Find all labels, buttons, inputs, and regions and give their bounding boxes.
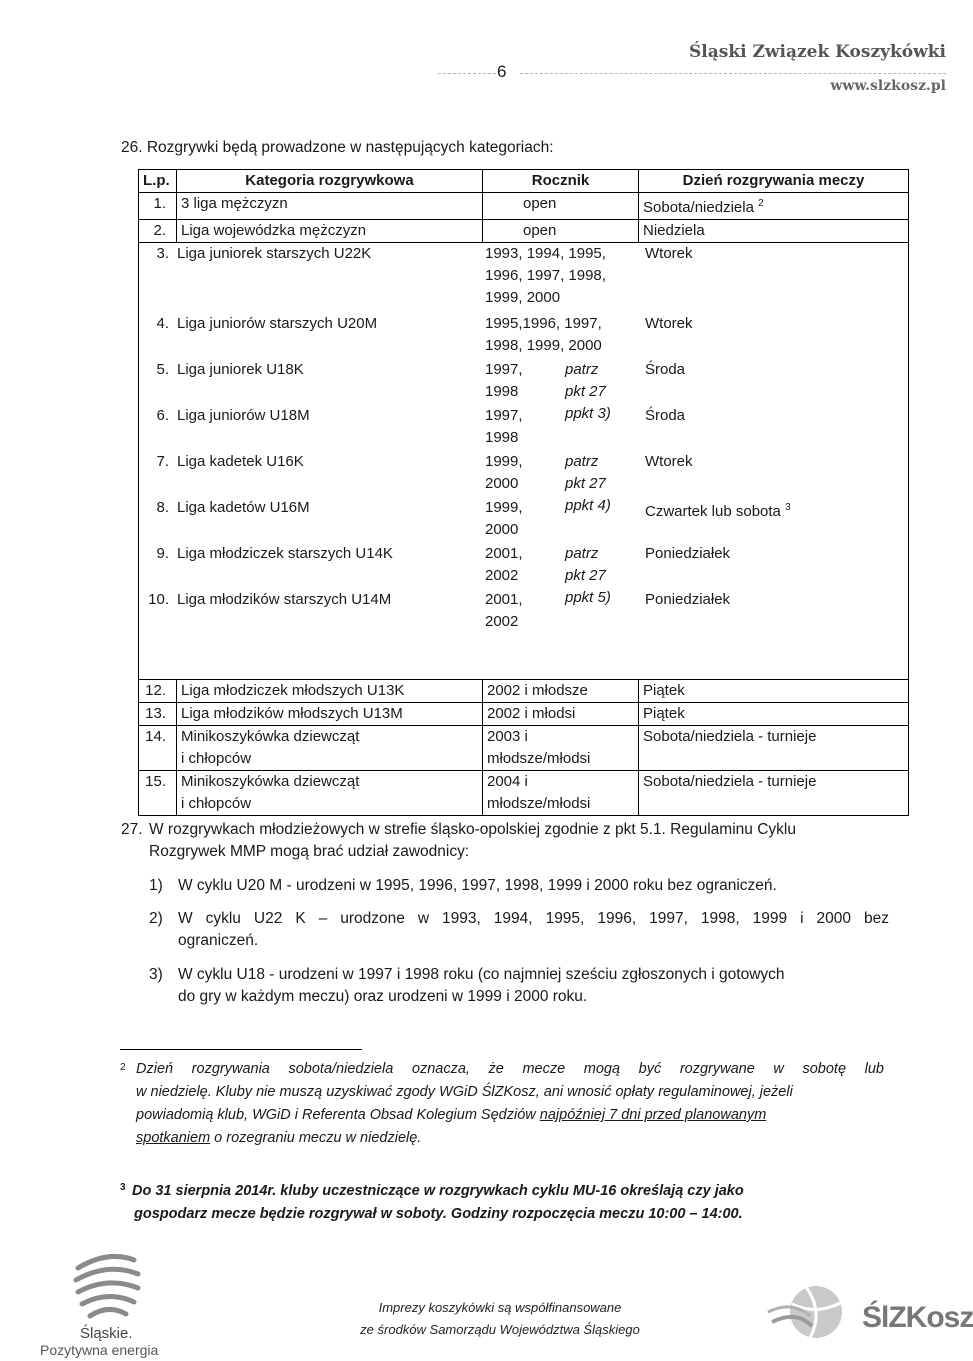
slaskie-logo-text: [40, 1325, 158, 1359]
row-category: Liga juniorów U18M: [177, 407, 310, 424]
row-category: 3 liga mężczyzn: [177, 193, 483, 220]
row-rocznik: [485, 405, 523, 449]
footnote-line: [136, 1127, 884, 1150]
row-rocznik: open: [483, 220, 639, 243]
row-rocznik: [485, 543, 523, 587]
table-inner-block: [139, 243, 908, 679]
category-line: i chłopców: [181, 795, 252, 812]
footnote-ref-2: 2: [758, 198, 764, 209]
brand-title: Śląski Związek Koszykówki: [689, 42, 946, 62]
rocznik-line: 1997,: [485, 361, 523, 378]
row-rocznik: [485, 589, 523, 633]
rocznik-line: 2000: [485, 521, 519, 538]
table-row: [139, 220, 909, 243]
row-category: Liga wojewódzka mężczyzn: [177, 220, 483, 243]
row-lp: 8.: [156, 499, 169, 516]
col-header-lp: L.p.: [139, 170, 177, 193]
footnote-3-mark: 3: [120, 1182, 126, 1193]
footnote-text: o rozegraniu meczu w niedzielę.: [210, 1130, 422, 1146]
rocznik-line: 2002: [485, 613, 519, 630]
row-lp: 4.: [156, 315, 169, 332]
logo-line: Pozytywna energia: [40, 1342, 159, 1358]
row-lp: 1.: [139, 193, 177, 220]
rocznik-line: 2000: [485, 475, 519, 492]
row-lp: 12.: [139, 680, 177, 703]
footnote-separator: [120, 1049, 362, 1050]
rocznik-line: 2002: [485, 567, 519, 584]
header-rule-left: [438, 73, 496, 74]
item-number: 1): [149, 877, 163, 894]
row-category: Liga młodziczek starszych U14K: [177, 545, 393, 562]
categories-table: [138, 169, 909, 816]
row-rocznik: 2002 i młodsze: [483, 680, 639, 703]
row-day-text: Czwartek lub sobota: [645, 503, 781, 520]
footnote-text: powiadomią klub, WGiD i Referenta Obsad Kolegium Sędziów: [136, 1107, 540, 1123]
table-row: [139, 193, 909, 220]
rocznik-line: 1998, 1999, 2000: [485, 337, 602, 354]
row-day: Niedziela: [639, 220, 909, 243]
note-line: pkt 27: [565, 475, 606, 492]
row-day: Wtorek: [645, 245, 693, 262]
col-header-rocznik: Rocznik: [483, 170, 639, 193]
row-category: Liga kadetek U16K: [177, 453, 304, 470]
rocznik-line: 2001,: [485, 591, 523, 608]
section-27-intro: [121, 819, 891, 863]
header-rule-right: [520, 73, 946, 74]
row-day: Poniedziałek: [645, 545, 731, 562]
row-rocznik: [483, 726, 639, 771]
row-lp: 6.: [156, 407, 169, 424]
rocznik-line: 1993, 1994, 1995,: [485, 245, 606, 262]
row-lp: 7.: [156, 453, 169, 470]
note-line: patrz: [565, 453, 599, 470]
rocznik-line: 1996, 1997, 1998,: [485, 267, 606, 284]
note-line: pkt 27: [565, 567, 606, 584]
basketball-icon: [766, 1282, 862, 1342]
footnote-underlined: najpóźniej 7 dni przed planowanym: [539, 1107, 767, 1123]
item-line: W cyklu U22 K – urodzone w 1993, 1994, 1995, 1996, 1997, 1998, 1999 i 2000 bez: [178, 910, 889, 927]
row-category: Liga kadetów U16M: [177, 499, 310, 516]
footnote-3: [120, 1180, 884, 1226]
row-rocznik: [483, 771, 639, 816]
table-row: [139, 771, 909, 816]
category-line: Minikoszykówka dziewcząt: [181, 728, 360, 745]
note-group-2: [565, 451, 611, 517]
rocznik-line: młodsze/młodsi: [487, 750, 591, 767]
row-rocznik: [485, 313, 602, 357]
footnote-line: Dzień rozgrywania sobota/niedziela oznacza, że mecze mogą być rozgrywane w sobotę lub: [136, 1061, 884, 1077]
rocznik-line: 1999, 2000: [485, 289, 561, 306]
slzkosz-logo-text: ŚlZKosz: [862, 1301, 973, 1334]
table-row: [139, 726, 909, 771]
row-lp: 10.: [148, 591, 169, 608]
row-category: Liga juniorów starszych U20M: [177, 315, 378, 332]
footnote-underlined: spotkaniem: [136, 1130, 211, 1146]
item-line: ograniczeń.: [178, 932, 259, 949]
slaskie-logo-icon: [68, 1248, 148, 1326]
section-27-intro-text: [149, 819, 796, 863]
rocznik-line: 2003 i: [487, 728, 528, 745]
section-27-item-2: [149, 908, 889, 952]
rocznik-line: 2004 i: [487, 773, 528, 790]
row-day: Środa: [645, 407, 686, 424]
rocznik-line: 1997,: [485, 407, 523, 424]
row-category: [177, 726, 483, 771]
row-rocznik: [485, 451, 523, 495]
footnote-line: w niedzielę. Kluby nie muszą uzyskiwać zgody WGiD ŚlZKosz, ani wnosić opłaty regulaminowej, jeżeli: [136, 1084, 793, 1100]
section-27: [121, 819, 891, 863]
rocznik-line: 2001,: [485, 545, 523, 562]
row-day: Wtorek: [645, 453, 693, 470]
footnote-ref-3: 3: [785, 502, 791, 513]
row-rocznik: [485, 359, 523, 403]
row-day: [645, 497, 791, 523]
row-category: Liga juniorek starszych U22K: [177, 245, 372, 262]
page-number: 6: [497, 62, 507, 81]
row-day: Poniedziałek: [645, 591, 731, 608]
category-line: i chłopców: [181, 750, 252, 767]
row-lp: 15.: [139, 771, 177, 816]
item-line: W cyklu U20 M - urodzeni w 1995, 1996, 1997, 1998, 1999 i 2000 roku bez ograniczeń.: [178, 877, 777, 894]
row-day: Środa: [645, 361, 686, 378]
footnote-2: [120, 1058, 884, 1150]
footnote-2-mark: 2: [120, 1062, 126, 1073]
table-row: [139, 680, 909, 703]
note-line: pkt 27: [565, 383, 606, 400]
row-lp: 5.: [156, 361, 169, 378]
funding-note: [330, 1297, 670, 1341]
section-26-heading: 26. Rozgrywki będą prowadzone w następujących kategoriach:: [121, 139, 554, 156]
funding-line: ze środków Samorządu Województwa Śląskiego: [360, 1322, 640, 1337]
intro-line: W rozgrywkach młodzieżowych w strefie śląsko-opolskiej zgodnie z pkt 5.1. Regulaminu Cyklu: [149, 821, 796, 838]
row-rocznik: [485, 497, 523, 541]
footnote-line: gospodarz mecze będzie rozgrywał w soboty. Godziny rozpoczęcia meczu 10:00 – 14:00.: [134, 1206, 743, 1222]
table-body-block: [139, 243, 909, 680]
row-category: Liga juniorek U18K: [177, 361, 304, 378]
note-line: ppkt 5): [565, 589, 611, 606]
row-lp: 9.: [156, 545, 169, 562]
note-group-3: [565, 543, 611, 609]
row-lp: 14.: [139, 726, 177, 771]
brand-url: www.slzkosz.pl: [830, 78, 946, 94]
note-line: ppkt 4): [565, 497, 611, 514]
table-row: [139, 703, 909, 726]
rocznik-line: 1998: [485, 383, 519, 400]
table-header-row: [139, 170, 909, 193]
row-day: Piątek: [639, 680, 909, 703]
rocznik-line: 1995,1996, 1997,: [485, 315, 602, 332]
footnote-line: Do 31 sierpnia 2014r. kluby uczestniczące w rozgrywkach cyklu MU-16 określają czy jako: [132, 1183, 744, 1199]
rocznik-line: 1999,: [485, 499, 523, 516]
note-line: ppkt 3): [565, 405, 611, 422]
row-lp: 2.: [139, 220, 177, 243]
section-27-item-3: [149, 964, 889, 1008]
row-category: [177, 771, 483, 816]
row-lp: 3.: [156, 245, 169, 262]
col-header-category: Kategoria rozgrywkowa: [177, 170, 483, 193]
category-line: Minikoszykówka dziewcząt: [181, 773, 360, 790]
section-27-number: 27.: [121, 821, 143, 838]
row-lp: 13.: [139, 703, 177, 726]
section-27-item-1: [149, 875, 889, 897]
item-number: 3): [149, 966, 163, 983]
note-line: patrz: [565, 545, 599, 562]
note-line: patrz: [565, 361, 599, 378]
item-number: 2): [149, 910, 163, 927]
item-line: W cyklu U18 - urodzeni w 1997 i 1998 roku (co najmniej sześciu zgłoszonych i gotowych: [178, 966, 785, 983]
row-category: Liga młodziczek młodszych U13K: [177, 680, 483, 703]
funding-line: Imprezy koszykówki są współfinansowane: [378, 1300, 622, 1315]
logo-line: Śląskie.: [80, 1325, 133, 1342]
row-rocznik: [485, 243, 606, 309]
row-category: Liga młodzików młodszych U13M: [177, 703, 483, 726]
row-rocznik: open: [483, 193, 639, 220]
rocznik-line: 1998: [485, 429, 519, 446]
row-day-text: Sobota/niedziela: [643, 199, 754, 216]
row-day: Sobota/niedziela - turnieje: [639, 726, 909, 771]
row-rocznik: 2002 i młodsi: [483, 703, 639, 726]
item-line: do gry w każdym meczu) oraz urodzeni w 1999 i 2000 roku.: [178, 988, 588, 1005]
col-header-day: Dzień rozgrywania meczy: [639, 170, 909, 193]
note-group-1: [565, 359, 611, 425]
row-day: Wtorek: [645, 315, 693, 332]
row-day: Sobota/niedziela - turnieje: [639, 771, 909, 816]
intro-line: Rozgrywek MMP mogą brać udział zawodnicy:: [149, 843, 470, 860]
row-category: Liga młodzików starszych U14M: [177, 591, 392, 608]
rocznik-line: młodsze/młodsi: [487, 795, 591, 812]
footnote-line: [136, 1104, 884, 1127]
row-day: Piątek: [639, 703, 909, 726]
rocznik-line: 1999,: [485, 453, 523, 470]
row-day: [639, 193, 909, 220]
